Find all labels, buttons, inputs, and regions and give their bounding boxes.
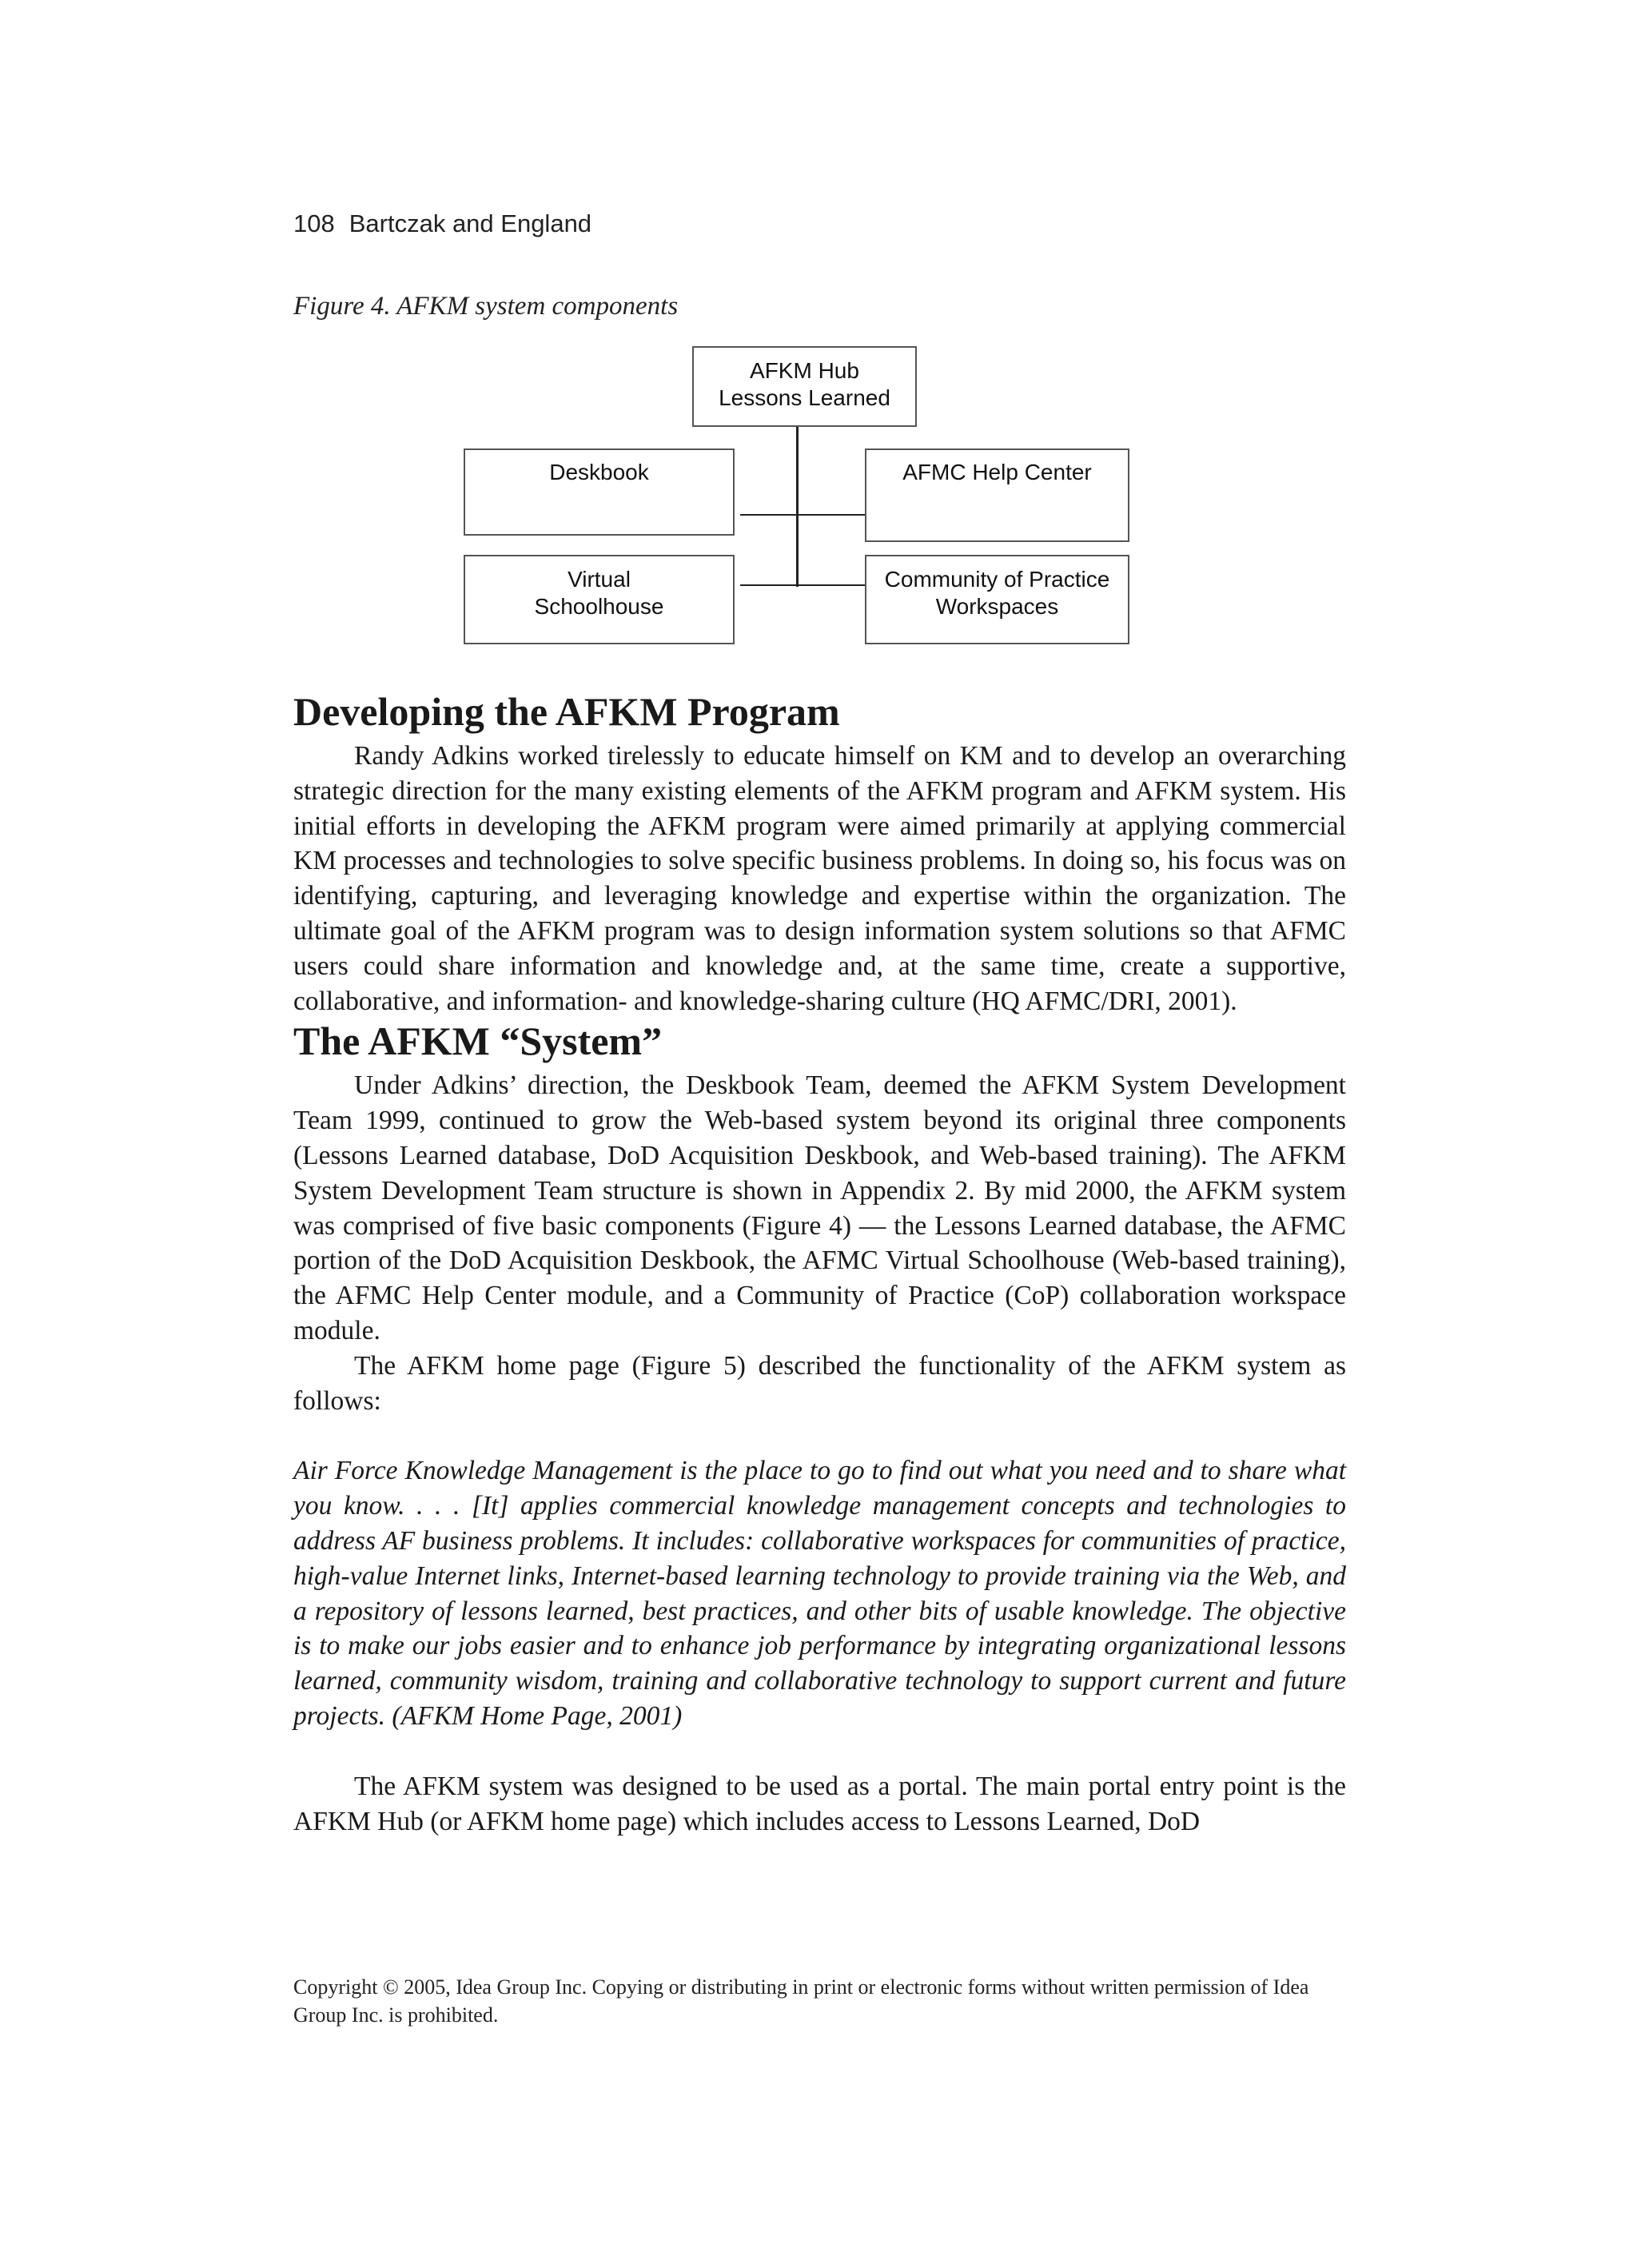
schoolhouse-box [464,555,735,644]
cop-box [865,555,1129,644]
cop-box-line-1: Community of Practice [884,567,1110,592]
paragraph: Randy Adkins worked tirelessly to educate himself on KM and to develop an overarching strategic direction for the many existing elements of the AFKM program and AFKM system. His initial efforts in developing the AFKM program were aimed primarily at applying commercial KM processes and technologies to solve specific business problems. In doing so, his focus was on identifying, capturing, and leveraging knowledge and expertise within the organization. The ultimate goal of the AFKM program was to design information system solutions so that AFMC users could share information and knowledge and, at the same time, create a supportive, collaborative, and information- and knowledge-sharing culture (HQ AFMC/DRI, 2001). [293,741,1346,1016]
block-quote: Air Force Knowledge Management is the place to go to find out what you need and to share what you know. . . . [It] applies commercial knowledge management concepts and technologies to address AF business problems. It includes: collaborative workspaces for communities of practice, high-value Internet links, Internet-based learning technology to provide training via the Web, and a repository of lessons learned, best practices, and other bits of usable knowledge. The objective is to make our jobs easier and to enhance job performance by integrating organizational lessons learned, community wisdom, training and collaborative technology to support current and future projects. (AFKM Home Page, 2001) [293,1456,1346,1731]
hub-box-line-2: Lessons Learned [719,385,890,410]
body-text [293,689,1346,1839]
section-heading-developing: Developing the AFKM Program [293,689,840,734]
connector-trunk [796,427,799,587]
section-heading-system: The AFKM “System” [293,1018,663,1064]
help-center-box-line-1: AFMC Help Center [902,460,1092,484]
schoolhouse-box-line-1: Virtual [568,567,631,592]
deskbook-box-line-1: Deskbook [549,460,649,484]
hub-box-line-1: AFKM Hub [750,358,859,383]
schoolhouse-box-line-2: Schoolhouse [534,594,664,619]
copyright-footer: Copyright © 2005, Idea Group Inc. Copying or distributing in print or electronic forms without written permission of Idea Group Inc. is prohibited. [293,1975,1309,2027]
hub-box [692,346,917,427]
paragraph: The AFKM system was designed to be used as a portal. The main portal entry point is the AFKM Hub (or AFKM home page) which includes access to Lessons Learned, DoD [293,1771,1346,1836]
cop-box-line-2: Workspaces [935,594,1059,619]
figure-caption: Figure 4. AFKM system components [293,292,679,321]
deskbook-box [464,448,735,536]
connector-upper-branch [740,514,865,516]
connector-lower-branch [740,584,865,586]
page-number: 108 [293,209,335,237]
running-header-authors: Bartczak and England [349,209,592,237]
help-center-box [865,448,1129,542]
system-components-diagram [0,0,1637,656]
paragraph: The AFKM home page (Figure 5) described the functionality of the AFKM system as follows: [293,1350,1346,1416]
paragraph: Under Adkins’ direction, the Deskbook Team, deemed the AFKM System Development Team 1999, continued to grow the Web-based system beyond its original three components (Lessons Learned database, DoD Acquisition Deskbook, and Web-based training). The AFKM System Development Team structure is shown in Appendix 2. By mid 2000, the AFKM system was comprised of five basic components (Figure 4) — the Lessons Learned database, the AFMC portion of the DoD Acquisition Deskbook, the AFMC Virtual Schoolhouse (Web-based training), the AFMC Help Center module, and a Community of Practice (CoP) collaboration workspace module. [293,1070,1346,1345]
